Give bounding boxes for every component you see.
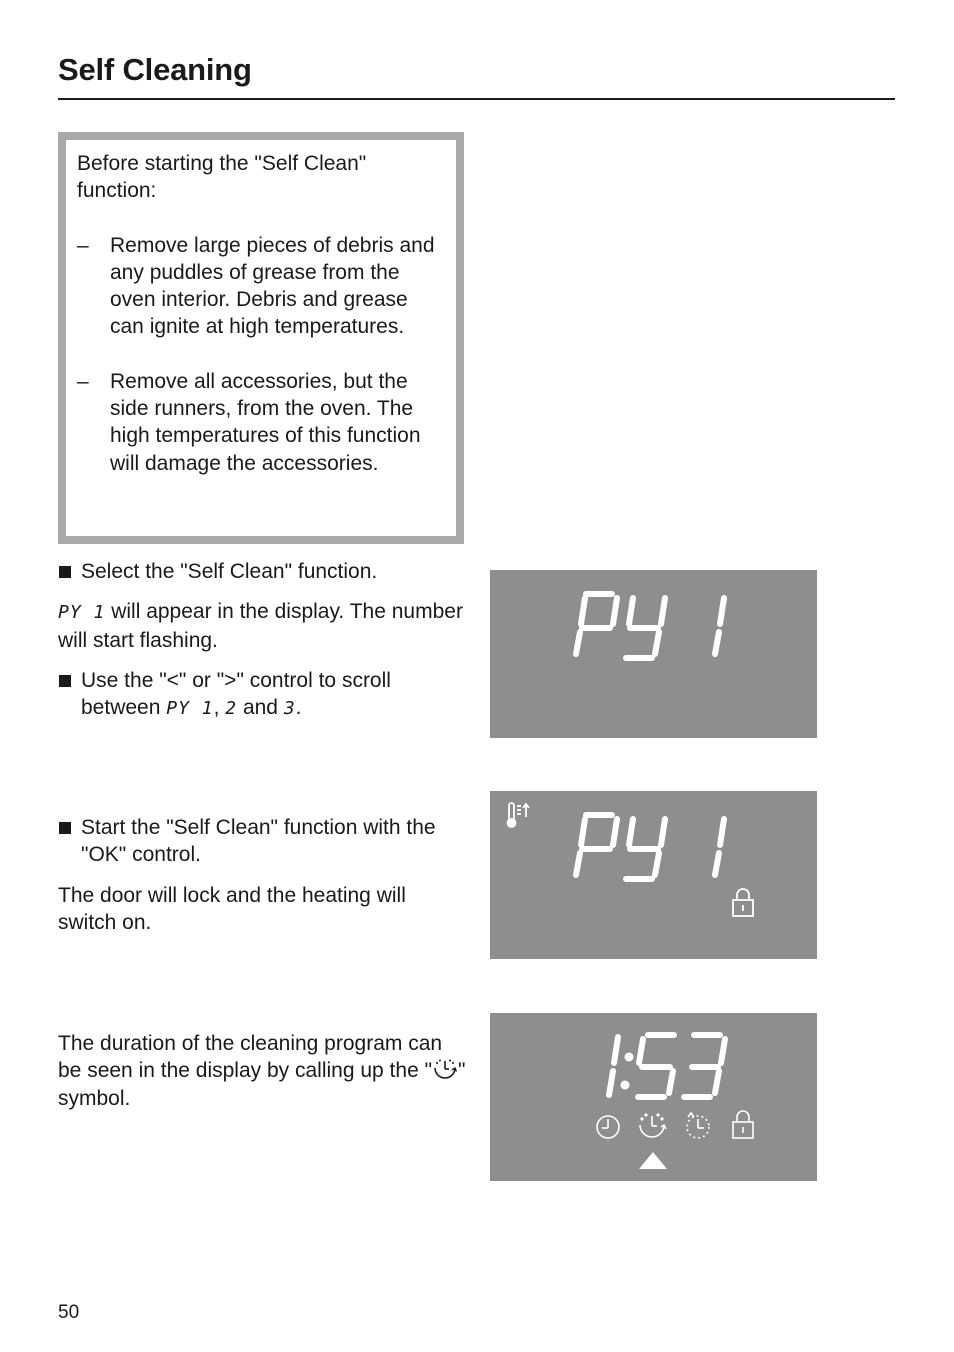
lock-note: The door will lock and the heating will switch on. <box>58 883 406 934</box>
duration-text: The duration of the cleaning program can be seen in the display by calling up the " <box>58 1032 443 1083</box>
title-divider <box>58 98 895 100</box>
segment-digit-y <box>626 598 665 658</box>
bullet-square <box>59 675 71 687</box>
segment-display <box>490 1013 817 1181</box>
section-select-function <box>58 558 468 722</box>
display-panel-running <box>490 791 817 959</box>
step-select <box>58 558 468 585</box>
page-title: Self Cleaning <box>58 52 252 87</box>
step-scroll <box>58 667 468 723</box>
display-code: 3 <box>283 698 296 720</box>
step-text: Use the "<" or ">" control to scroll between <box>81 668 391 720</box>
lock-icon <box>733 889 753 916</box>
warning-item-accessories <box>77 368 446 477</box>
warning-item-debris <box>77 232 446 341</box>
and-text: and <box>237 696 284 720</box>
separator-text: , <box>213 696 226 720</box>
warning-intro: Before starting the "Self Clean" function: <box>77 152 367 203</box>
duration-text-end: " symbol. <box>58 1059 466 1110</box>
segment-display <box>490 570 817 738</box>
segment-digit-p <box>576 594 617 654</box>
thermometer-rising-icon <box>508 803 530 827</box>
step-start <box>58 814 468 869</box>
segment-digit-y <box>626 819 665 879</box>
warning-item-text: Remove all accessories, but the side runners, from the oven. The high temperatures of this function will damage the accessories. <box>110 369 421 475</box>
section-start-function <box>58 814 468 936</box>
display-appear-note <box>58 598 468 654</box>
lock-icon <box>733 1111 753 1138</box>
segment-display <box>490 791 817 959</box>
display-code: PY 1 <box>166 698 214 720</box>
bullet-square <box>59 566 71 578</box>
display-code: PY 1 <box>58 602 106 624</box>
page-number: 50 <box>58 1302 80 1323</box>
end-text: . <box>295 696 302 720</box>
display-panel-duration <box>490 1013 817 1181</box>
duration-icon <box>640 1114 666 1137</box>
dash-marker: – <box>77 233 89 257</box>
segment-digit-p <box>576 815 617 875</box>
warning-box <box>58 132 464 544</box>
segment-digit-1 <box>715 819 724 875</box>
step-text: Select the "Self Clean" function. <box>81 560 378 583</box>
segment-digit-1 <box>609 1037 618 1095</box>
segment-digit-5 <box>638 1035 674 1097</box>
duration-icon <box>432 1059 458 1081</box>
clock-icon <box>597 1116 619 1138</box>
display-code: 2 <box>225 698 238 720</box>
warning-item-text: Remove large pieces of debris and any puddles of grease from the oven interior. Debris and grease can ignite at high temperatures. <box>110 233 435 339</box>
selection-arrow-icon <box>639 1152 667 1169</box>
step-text: Start the "Self Clean" function with the "OK" control. <box>81 816 436 867</box>
finish-time-icon <box>687 1113 709 1138</box>
section-duration <box>58 1030 470 1112</box>
bullet-square <box>59 822 71 834</box>
segment-digit-3 <box>684 1035 725 1097</box>
appear-text: will appear in the display. The number will start flashing. <box>58 600 463 652</box>
segment-colon <box>624 1084 627 1087</box>
segment-digit-1 <box>715 598 724 654</box>
dash-marker: – <box>77 369 89 393</box>
display-panel-select <box>490 570 817 738</box>
segment-colon <box>628 1056 631 1059</box>
